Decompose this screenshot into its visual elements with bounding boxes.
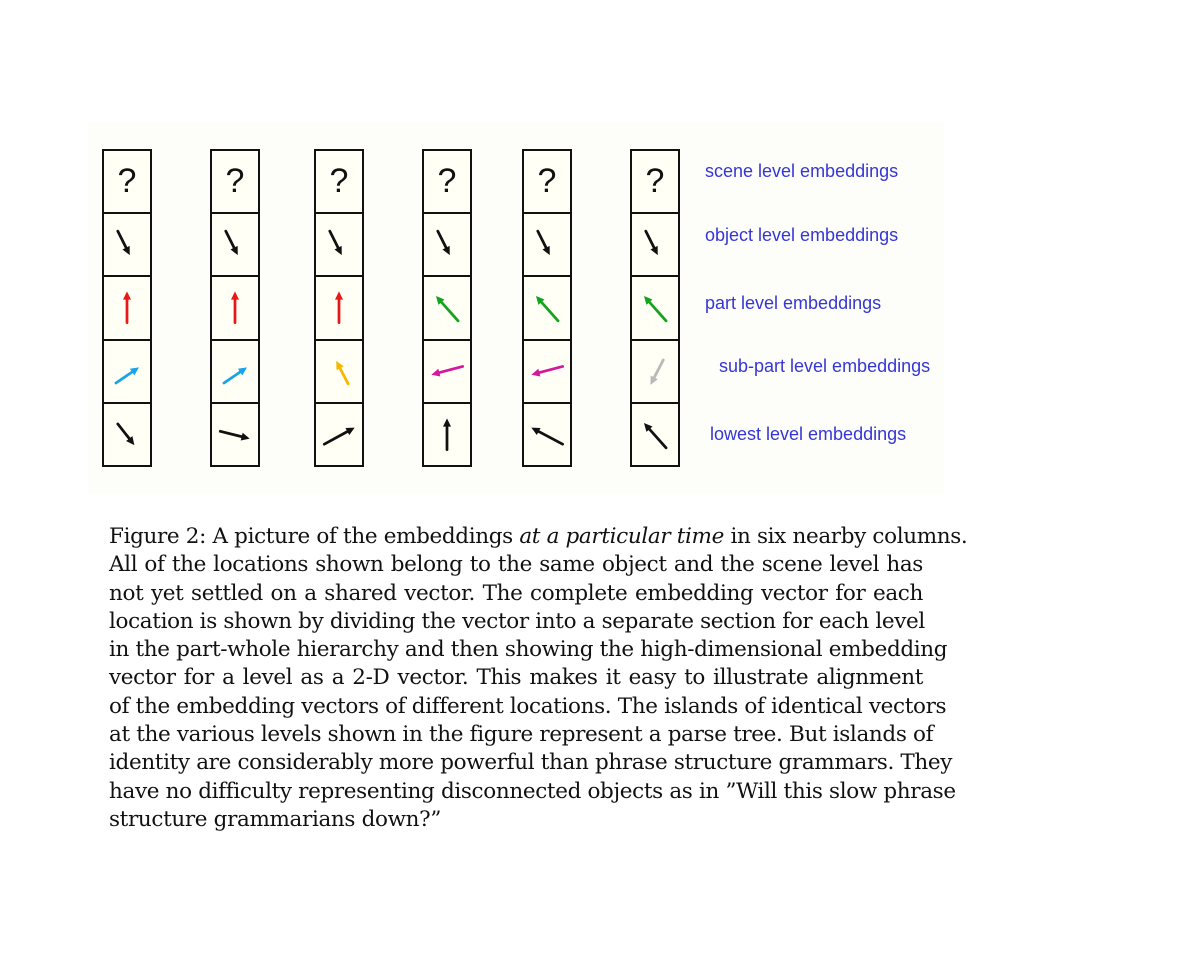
- object-cell: [422, 213, 472, 277]
- subpart-arrow-icon: [316, 340, 362, 403]
- subpart-arrow-icon: [524, 340, 570, 403]
- question-mark: ?: [117, 162, 137, 201]
- subpart-cell: [630, 340, 680, 404]
- subpart-cell: [422, 340, 472, 404]
- caption-line: location is shown by dividing the vector into a separate section for each level: [109, 608, 925, 634]
- object-arrow-icon: [424, 213, 470, 276]
- subpart-arrow-icon: [424, 340, 470, 403]
- object-arrow-icon: [524, 213, 570, 276]
- lowest-level-label: lowest level embeddings: [710, 424, 907, 444]
- arrow-head: [443, 419, 451, 427]
- arrow-shaft: [441, 302, 458, 321]
- lowest-arrow-icon: [424, 403, 470, 466]
- object-cell: [522, 213, 572, 277]
- arrow-shaft: [649, 429, 666, 448]
- subpart-cell: [314, 340, 364, 404]
- arrow-shaft: [654, 360, 663, 378]
- arrow-head: [335, 292, 343, 300]
- arrow-shaft: [541, 302, 558, 321]
- embedding-column: [422, 149, 470, 467]
- arrow-shaft: [330, 231, 339, 248]
- arrow-head: [123, 292, 131, 300]
- object-cell: [210, 213, 260, 277]
- question-mark: ?: [537, 162, 557, 201]
- question-mark: ?: [225, 162, 245, 201]
- embedding-column: [102, 149, 150, 467]
- caption-line: in the part-whole hierarchy and then showing the high-dimensional embedding: [109, 637, 948, 663]
- caption-line: structure grammarians down?”: [109, 806, 441, 832]
- arrow-shaft: [324, 431, 348, 444]
- arrow-shaft: [538, 231, 547, 248]
- part-cell: [314, 276, 364, 340]
- question-mark: ?: [645, 162, 665, 201]
- subpart-cell: [102, 340, 152, 404]
- lowest-cell: [210, 403, 260, 467]
- lowest-arrow-icon: [104, 403, 150, 466]
- arrow-shaft: [340, 368, 349, 384]
- part-arrow-icon: [632, 276, 678, 339]
- part-cell: [522, 276, 572, 340]
- embedding-column: [522, 149, 570, 467]
- part-cell: [630, 276, 680, 340]
- arrow-shaft: [220, 431, 242, 437]
- lowest-cell: [422, 403, 472, 467]
- subpart-cell: [522, 340, 572, 404]
- subpart-level-label: sub-part level embeddings: [719, 356, 931, 376]
- embedding-column: [630, 149, 678, 467]
- embedding-column: [210, 149, 258, 467]
- scene-cell: [522, 149, 572, 213]
- caption-line: vector for a level as a 2-D vector. This makes it easy to illustrate alignment: [109, 665, 923, 691]
- caption-line: at the various levels shown in the figure represent a parse tree. But islands of: [109, 722, 934, 748]
- part-arrow-icon: [212, 276, 258, 339]
- caption-line: of the embedding vectors of different locations. The islands of identical vectors: [109, 693, 947, 719]
- object-arrow-icon: [212, 213, 258, 276]
- object-arrow-icon: [104, 213, 150, 276]
- caption-line: not yet settled on a shared vector. The complete embedding vector for each: [109, 580, 923, 606]
- part-cell: [102, 276, 152, 340]
- lowest-arrow-icon: [316, 403, 362, 466]
- arrow-shaft: [224, 372, 241, 384]
- object-arrow-icon: [316, 213, 362, 276]
- arrow-shaft: [226, 231, 235, 248]
- arrow-head: [241, 433, 250, 441]
- lowest-arrow-icon: [212, 403, 258, 466]
- arrow-head: [231, 292, 239, 300]
- scene-cell: [210, 149, 260, 213]
- object-level-label: object level embeddings: [705, 225, 899, 245]
- part-cell: [210, 276, 260, 340]
- object-cell: [314, 213, 364, 277]
- lowest-arrow-icon: [632, 403, 678, 466]
- part-arrow-icon: [524, 276, 570, 339]
- part-cell: [422, 276, 472, 340]
- part-arrow-icon: [316, 276, 362, 339]
- arrow-shaft: [118, 424, 130, 439]
- part-arrow-icon: [424, 276, 470, 339]
- scene-cell: [630, 149, 680, 213]
- scene-cell: [422, 149, 472, 213]
- arrow-shaft: [538, 367, 562, 373]
- arrow-shaft: [646, 231, 655, 248]
- lowest-cell: [522, 403, 572, 467]
- caption-line: have no difficulty representing disconnected objects as in ”Will this slow phrase: [109, 778, 956, 804]
- object-cell: [630, 213, 680, 277]
- arrow-shaft: [538, 431, 563, 444]
- arrow-shaft: [118, 231, 127, 248]
- subpart-arrow-icon: [212, 340, 258, 403]
- scene-cell: [314, 149, 364, 213]
- figure-caption: [109, 523, 968, 834]
- arrow-head: [531, 369, 540, 377]
- caption-line: Figure 2: A picture of the embeddings at a particular time in six nearby columns.: [109, 524, 968, 549]
- arrow-head: [431, 369, 440, 377]
- caption-line: identity are considerably more powerful than phrase structure grammars. They: [109, 750, 953, 776]
- arrow-shaft: [649, 302, 666, 321]
- subpart-cell: [210, 340, 260, 404]
- lowest-arrow-icon: [524, 403, 570, 466]
- arrow-shaft: [438, 367, 462, 373]
- question-mark: ?: [437, 162, 457, 201]
- part-level-label: part level embeddings: [705, 293, 882, 313]
- object-arrow-icon: [632, 213, 678, 276]
- scene-cell: [102, 149, 152, 213]
- lowest-cell: [314, 403, 364, 467]
- lowest-cell: [102, 403, 152, 467]
- lowest-cell: [630, 403, 680, 467]
- object-cell: [102, 213, 152, 277]
- question-mark: ?: [329, 162, 349, 201]
- caption-line: All of the locations shown belong to the same object and the scene level has: [109, 552, 923, 578]
- scene-level-label: scene level embeddings: [705, 161, 899, 181]
- embedding-column: [314, 149, 362, 467]
- arrow-shaft: [438, 231, 447, 248]
- subpart-arrow-icon: [104, 340, 150, 403]
- arrow-shaft: [116, 372, 133, 384]
- part-arrow-icon: [104, 276, 150, 339]
- subpart-arrow-icon: [632, 340, 678, 403]
